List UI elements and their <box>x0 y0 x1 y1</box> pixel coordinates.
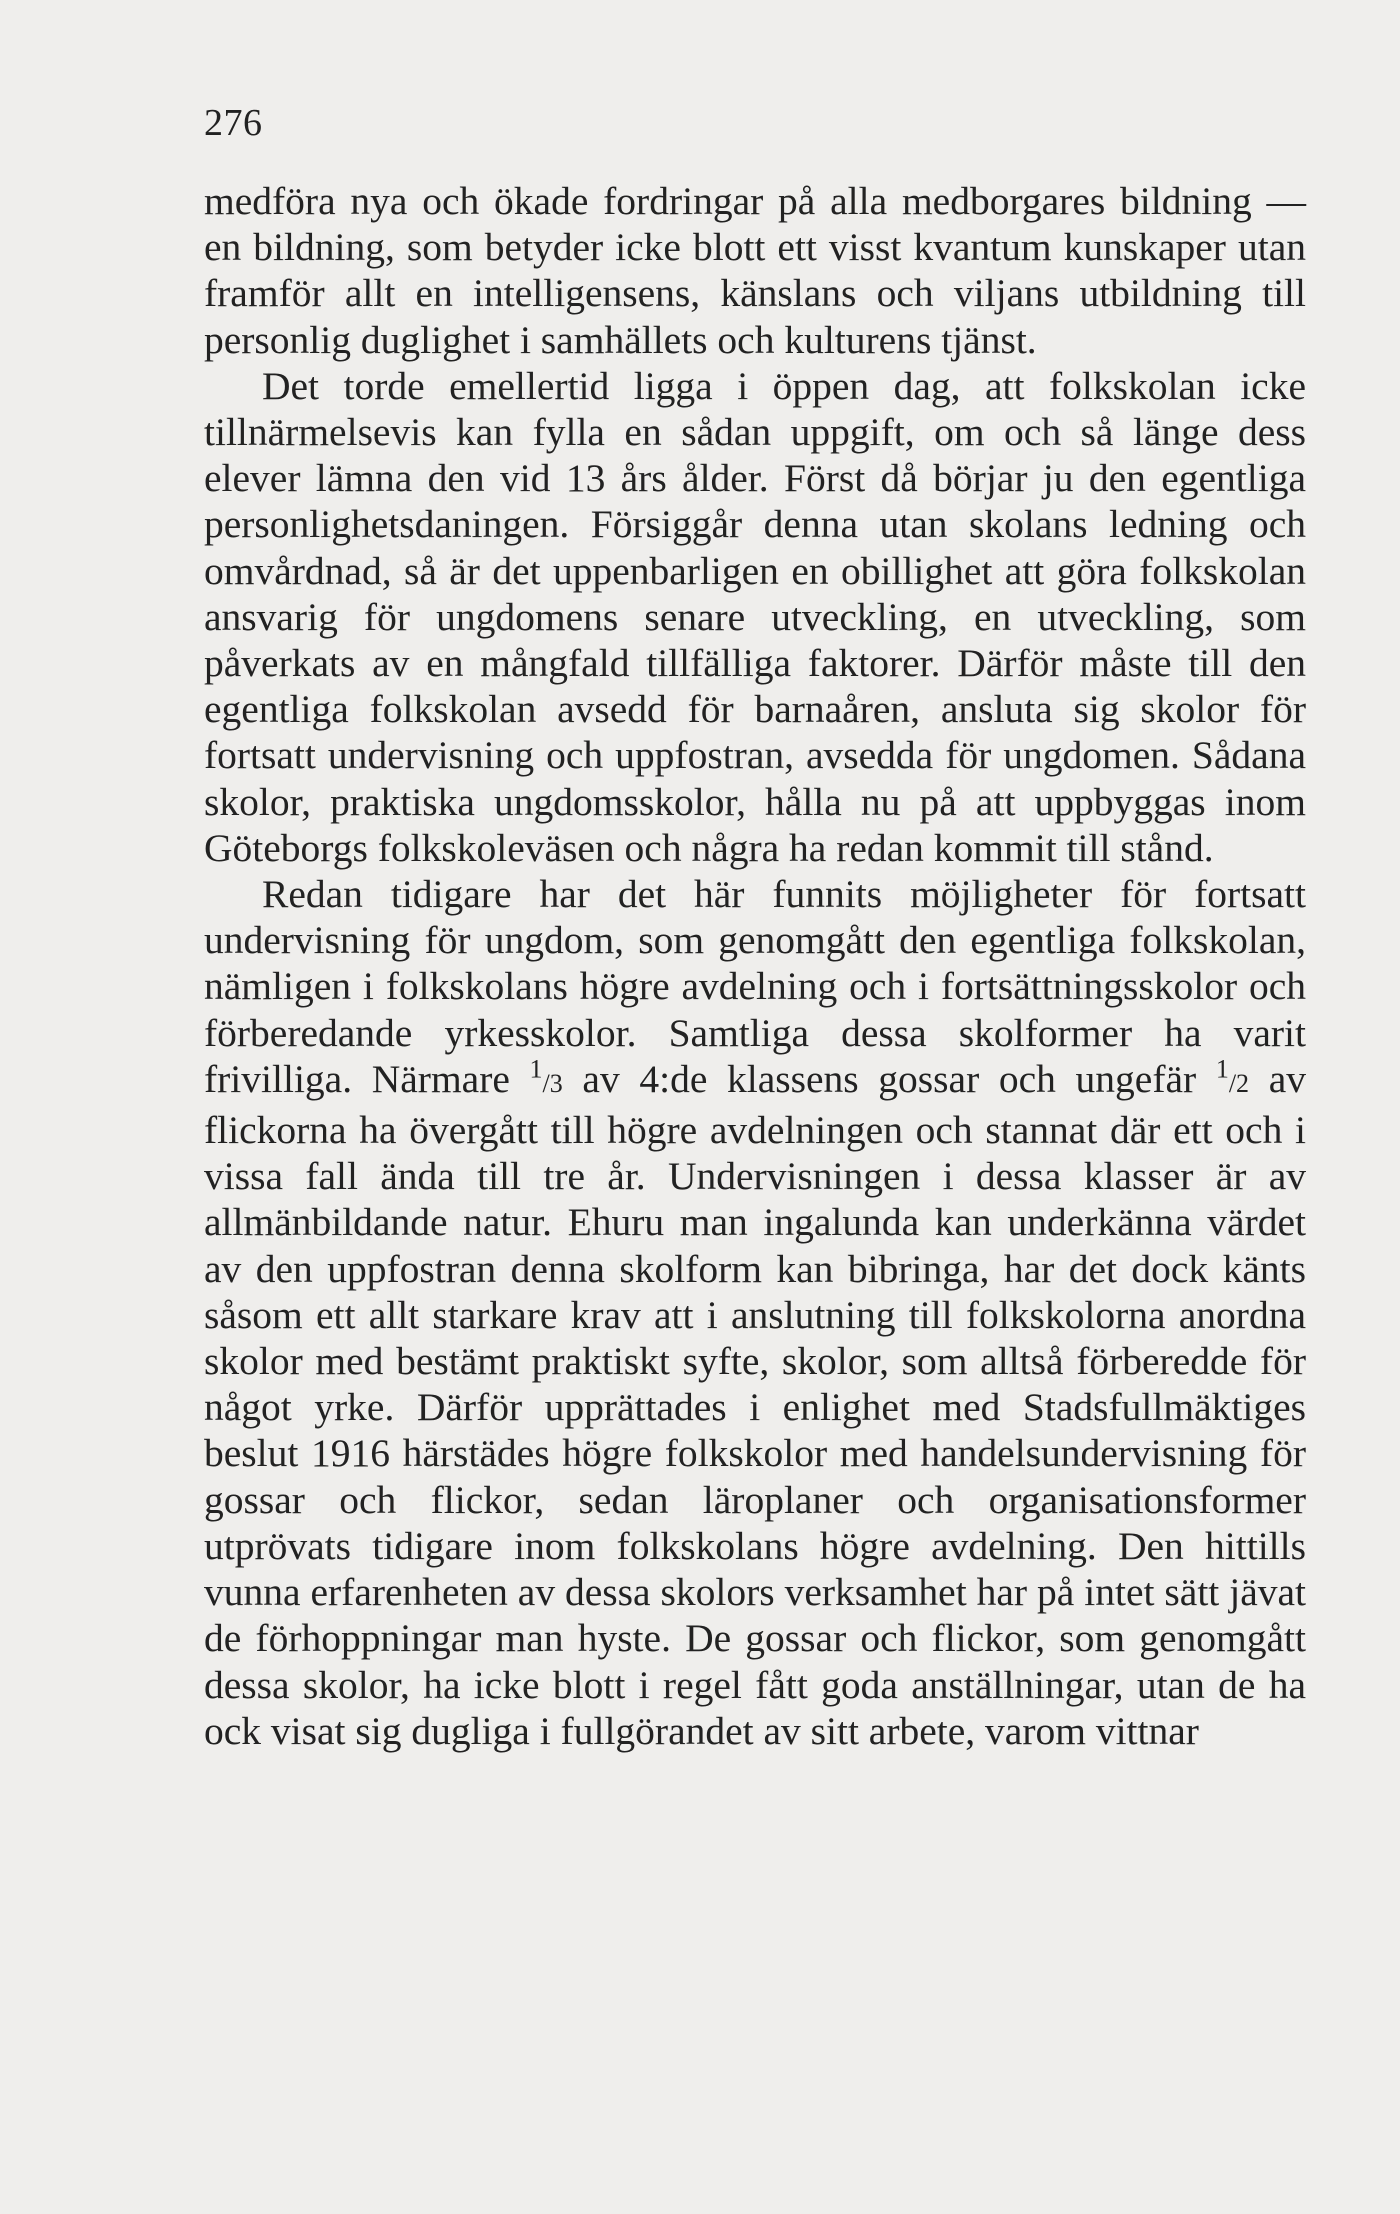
body-text <box>204 178 1306 1754</box>
paragraph-3 <box>204 871 1306 1754</box>
fraction-one-third-denominator: /3 <box>542 1068 563 1098</box>
paragraph-2: Det torde emellertid ligga i öppen dag, att folkskolan icke tillnärmelsevis kan fylla en sådan uppgift, om och så länge dess elever lämna den vid 13 års ålder. Först då börjar ju den egentliga personlighetsdaningen. Försiggår denna utan skolans ledning och omvårdnad, så är det uppenbarligen en obillighet att göra folkskolan ansvarig för ungdomens senare utveckling, en utveckling, som påverkats av en mångfald tillfälliga faktorer. Därför måste till den egentliga folkskolan avsedd för barnaåren, ansluta sig skolor för fortsatt undervisning och uppfostran, avsedda för ungdomen. Sådana skolor, praktiska ungdomsskolor, hålla nu på att uppbyggas inom Göteborgs folkskoleväsen och några ha redan kommit till stånd. <box>204 363 1306 870</box>
paragraph-3-text-between-fractions: av 4:de klassens gossar och ungefär <box>562 1056 1216 1101</box>
fraction-one-third-numerator: 1 <box>529 1054 543 1084</box>
paragraph-1: medföra nya och ökade fordringar på alla medborgares bildning — en bildning, som betyder icke blott ett visst kvantum kunskaper utan framför allt en intelligensens, känslans och viljans utbildning till personlig duglighet i samhällets och kulturens tjänst. <box>204 179 1306 362</box>
fraction-one-half-numerator: 1 <box>1215 1054 1229 1084</box>
paragraph-3-text-after-fraction-2: av flickorna ha övergått till högre avdelningen och stannat där ett och i vissa fall ända till tre år. Undervisningen i dessa klasser är av allmänbildande natur. Ehuru man ingalunda kan underkänna värdet av den uppfostran denna skolform kan bibringa, har det dock känts såsom ett allt starkare krav att i anslutning till folkskolorna anordna skolor med bestämt praktiskt syfte, skolor, som alltså förberedde för något yrke. Därför upprättades i enlighet med Stadsfullmäktiges beslut 1916 härstädes högre folkskolor med handelsundervisning för gossar och flickor, sedan läroplaner och organisationsformer utprövats tidigare inom folkskolans högre avdelning. Den hittills vunna erfarenheten av dessa skolors verksamhet har på intet sätt jävat de förhoppningar man hyste. De gossar och flickor, som genomgått dessa skolor, ha icke blott i regel fått goda anställningar, utan de ha ock visat sig dugliga i fullgörandet av sitt arbete, varom vittnar <box>204 1056 1306 1753</box>
page-number: 276 <box>204 102 263 144</box>
paragraph-3-text-before-fraction-1: Redan tidigare har det här funnits möjligheter för fortsatt undervisning för ungdom, som genomgått den egentliga folkskolan, nämligen i folkskolans högre avdelning och i fortsättningsskolor och förberedande yrkesskolor. Samtliga dessa skolformer ha varit frivilliga. Närmare <box>204 872 1306 1101</box>
fraction-one-half-denominator: /2 <box>1228 1068 1250 1098</box>
